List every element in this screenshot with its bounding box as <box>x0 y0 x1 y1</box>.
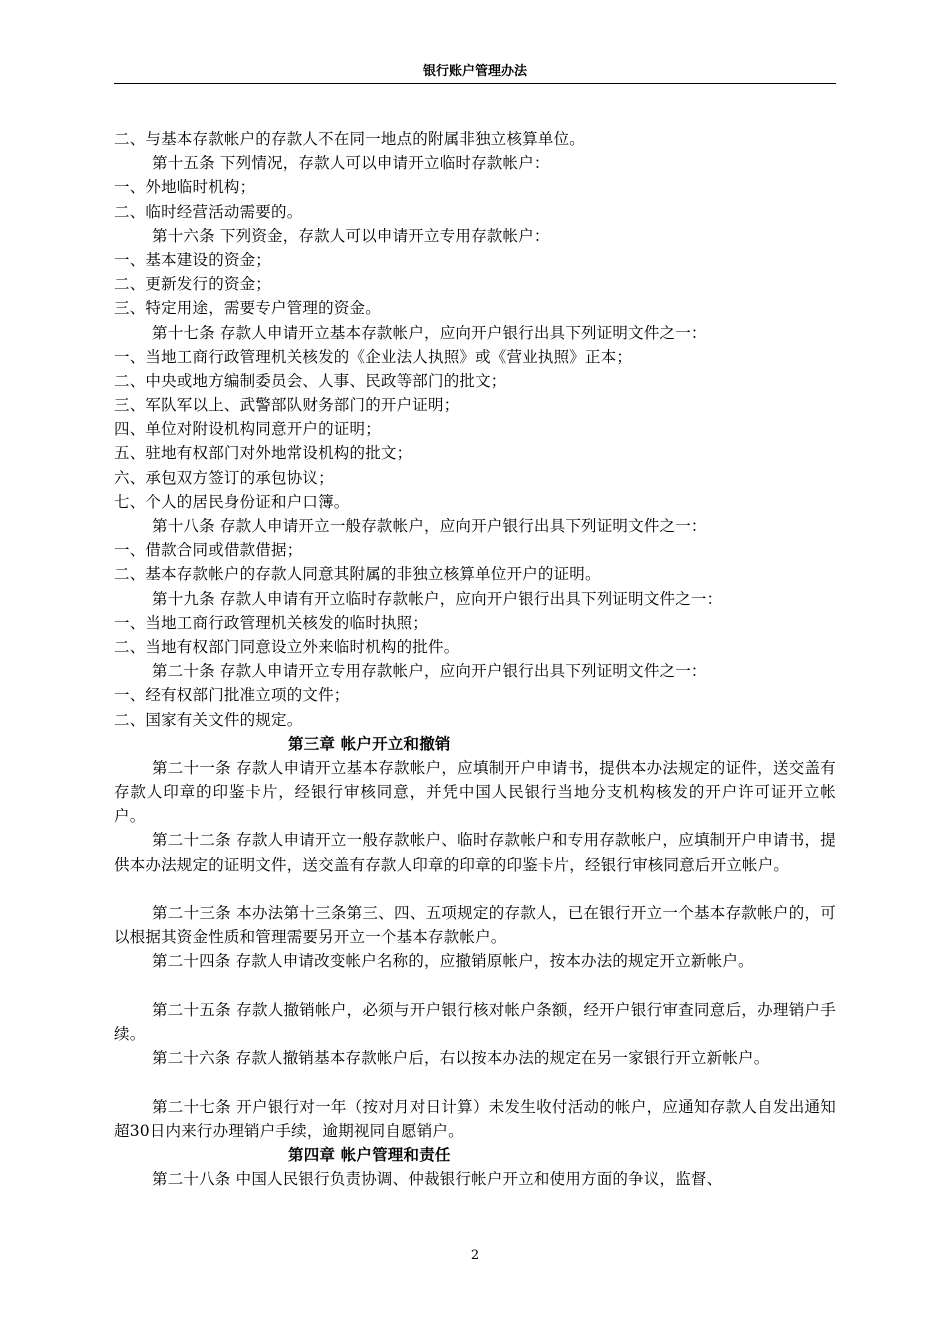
article-paragraph: 第二十二条 存款人申请开立一般存款帐户、临时存款帐户和专用存款帐户，应填制开户申请书，提供本办法规定的证明文件，送交盖有存款人印章的印章的印鉴卡片，经银行审核同意后开立帐户。 <box>114 831 836 874</box>
list-item: 一、当地工商行政管理机关核发的临时执照； <box>114 613 429 632</box>
article-paragraph: 第二十五条 存款人撤销帐户，必须与开户银行核对帐户条额，经开户银行审查同意后，办理销户手续。 <box>114 1000 836 1044</box>
list-item: 二、当地有权部门同意设立外来临时机构的批件。 <box>114 637 460 656</box>
list-item: 三、军队军以上、武警部队财务部门的开户证明； <box>114 396 460 415</box>
list-item: 四、单位对附设机构同意开户的证明； <box>114 420 381 439</box>
list-item: 二、与基本存款帐户的存款人不在同一地点的附属非独立核算单位。 <box>114 130 586 148</box>
article-heading: 第十六条 下列资金，存款人可以申请开立专用存款帐户： <box>152 226 550 245</box>
article-paragraph: 第二十六条 存款人撤销基本存款帐户后，右以按本办法的规定在另一家银行开立新帐户。 <box>152 1049 770 1068</box>
chapter-title: 第三章 帐户开立和撤销 <box>288 734 451 753</box>
running-header-title: 银行账户管理办法 <box>422 64 527 79</box>
article-heading: 第十五条 下列情况，存款人可以申请开立临时存款帐户： <box>152 154 550 173</box>
list-item: 五、驻地有权部门对外地常设机构的批文； <box>114 444 413 463</box>
list-item: 六、承包双方签订的承包协议； <box>114 468 334 487</box>
article-heading: 第二十条 存款人申请开立专用存款帐户，应向开户银行出具下列证明文件之一： <box>152 662 707 681</box>
list-item: 二、基本存款帐户的存款人同意其附属的非独立核算单位开户的证明。 <box>114 565 601 584</box>
list-item: 一、经有权部门批准立项的文件； <box>114 686 350 705</box>
list-item: 一、外地临时机构； <box>114 178 256 197</box>
article-paragraph: 第二十三条 本办法第十三条第三、四、五项规定的存款人，已在银行开立一个基本存款帐户的，可以根据其资金性质和管理需要另开立一个基本存款帐户。 <box>114 904 836 947</box>
article-heading: 第十七条 存款人申请开立基本存款帐户，应向开户银行出具下列证明文件之一： <box>152 323 707 342</box>
page-number: 2 <box>470 1248 480 1263</box>
list-item: 三、特定用途，需要专户管理的资金。 <box>114 299 381 318</box>
article-paragraph: 第二十四条 存款人申请改变帐户名称的，应撤销原帐户，按本办法的规定开立新帐户。 <box>152 952 754 971</box>
header-divider <box>114 83 836 84</box>
chapter-title: 第四章 帐户管理和责任 <box>288 1146 451 1165</box>
list-item: 七、个人的居民身份证和户口簿。 <box>114 492 350 511</box>
article-heading: 第十九条 存款人申请有开立临时存款帐户，应向开户银行出具下列证明文件之一： <box>152 589 723 608</box>
list-item: 一、借款合同或借款借据； <box>114 541 303 560</box>
list-item: 一、基本建设的资金； <box>114 250 272 269</box>
article-heading: 第十八条 存款人申请开立一般存款帐户，应向开户银行出具下列证明文件之一： <box>152 517 707 535</box>
article-paragraph: 第二十八条 中国人民银行负责协调、仲裁银行帐户开立和使用方面的争议，监督、 <box>152 1170 723 1189</box>
document-body <box>114 127 836 1191</box>
list-item: 二、中央或地方编制委员会、人事、民政等部门的批文； <box>114 371 507 390</box>
list-item: 二、临时经营活动需要的。 <box>114 202 303 221</box>
article-paragraph: 第二十七条 开户银行对一年（按对月对日计算）未发生收付活动的帐户，应通知存款人自发出通知超30日内来行办理销户手续，逾期视同自愿销户。 <box>114 1097 836 1140</box>
list-item: 二、国家有关文件的规定。 <box>114 710 303 729</box>
list-item: 一、当地工商行政管理机关核发的《企业法人执照》或《营业执照》正本； <box>114 347 633 366</box>
list-item: 二、更新发行的资金； <box>114 275 272 294</box>
article-paragraph: 第二十一条 存款人申请开立基本存款帐户，应填制开户申请书，提供本办法规定的证件，送交盖有存款人印章的印鉴卡片，经银行审核同意，并凭中国人民银行当地分支机构核发的开户许可证开立帐户。 <box>114 758 836 826</box>
